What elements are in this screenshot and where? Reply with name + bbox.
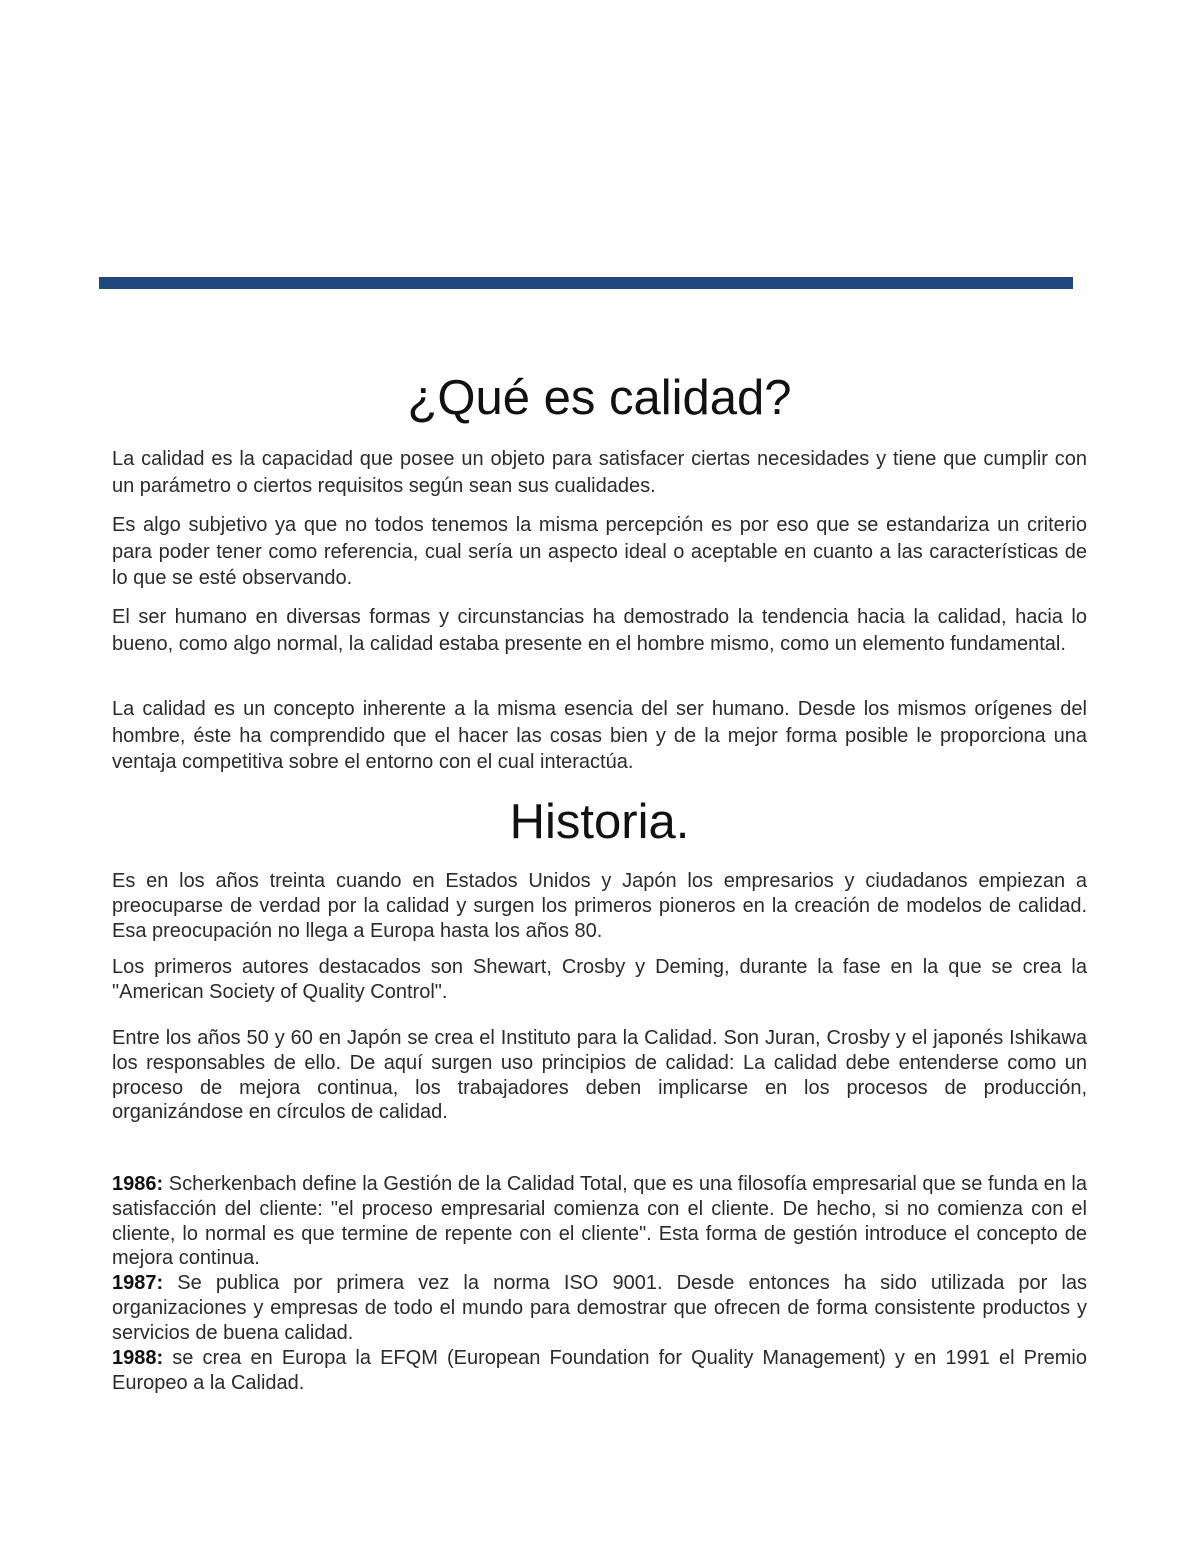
paragraph: Es en los años treinta cuando en Estados Unidos y Japón los empresarios y ciudadanos empiezan a preocuparse de verdad por la calidad y surgen los primeros pioneros en la creación de modelos de calidad. Esa preocupación no llega a Europa hasta los años 80. bbox=[112, 870, 1087, 942]
paragraph: La calidad es la capacidad que posee un objeto para satisfacer ciertas necesidades y tiene que cumplir con un parámetro o ciertos requisitos según sean sus cualidades. bbox=[112, 448, 1087, 497]
timeline-entry bbox=[112, 1346, 1087, 1396]
timeline-text: Scherkenbach define la Gestión de la Calidad Total, que es una filosofía empresarial que se funda en la satisfacción del cliente: "el proceso empresarial comienza con el cliente. De hecho, si no comienza con el cliente, lo normal es que termine de repente con el cliente". Esta forma de gestión introduce el concepto de mejora continua. bbox=[112, 1173, 1087, 1270]
timeline-text: se crea en Europa la EFQM (European Foundation for Quality Management) y en 1991 el Premio Europeo a la Calidad. bbox=[112, 1347, 1087, 1394]
timeline-year: 1986: bbox=[112, 1173, 164, 1195]
section-title-historia: Historia. bbox=[509, 795, 690, 849]
timeline-text: Se publica por primera vez la norma ISO 9001. Desde entonces ha sido utilizada por las organizaciones y empresas de todo el mundo para demostrar que ofrecen de forma consistente productos y servicios de buena calidad. bbox=[112, 1272, 1087, 1344]
paragraph: Los primeros autores destacados son Shewart, Crosby y Deming, durante la fase en la que se crea la "American Society of Quality Control". bbox=[112, 956, 1087, 1003]
timeline-year: 1987: bbox=[112, 1272, 164, 1294]
timeline-entry bbox=[112, 1172, 1087, 1271]
paragraph: Entre los años 50 y 60 en Japón se crea el Instituto para la Calidad. Son Juran, Crosby y el japonés Ishikawa los responsables de ello. De aquí surgen uso principios de calidad: La calidad debe entenderse como un proceso de mejora continua, los trabajadores deben implicarse en los procesos de producción, organizándose en círculos de calidad. bbox=[112, 1027, 1087, 1124]
paragraph: Es algo subjetivo ya que no todos tenemos la misma percepción es por eso que se estandariza un criterio para poder tener como referencia, cual sería un aspecto ideal o aceptable en cuanto a las características de lo que se esté observando. bbox=[112, 514, 1087, 589]
timeline-year: 1988: bbox=[112, 1347, 164, 1369]
paragraph: La calidad es un concepto inherente a la misma esencia del ser humano. Desde los mismos orígenes del hombre, éste ha comprendido que el hacer las cosas bien y de la mejor forma posible le proporciona una ventaja competitiva sobre el entorno con el cual interactúa. bbox=[112, 698, 1087, 773]
section-title-calidad: ¿Qué es calidad? bbox=[407, 371, 792, 425]
paragraph: El ser humano en diversas formas y circunstancias ha demostrado la tendencia hacia la calidad, hacia lo bueno, como algo normal, la calidad estaba presente en el hombre mismo, como un elemento fundamental. bbox=[112, 606, 1087, 655]
header-rule bbox=[99, 277, 1073, 289]
timeline-entry bbox=[112, 1271, 1087, 1345]
